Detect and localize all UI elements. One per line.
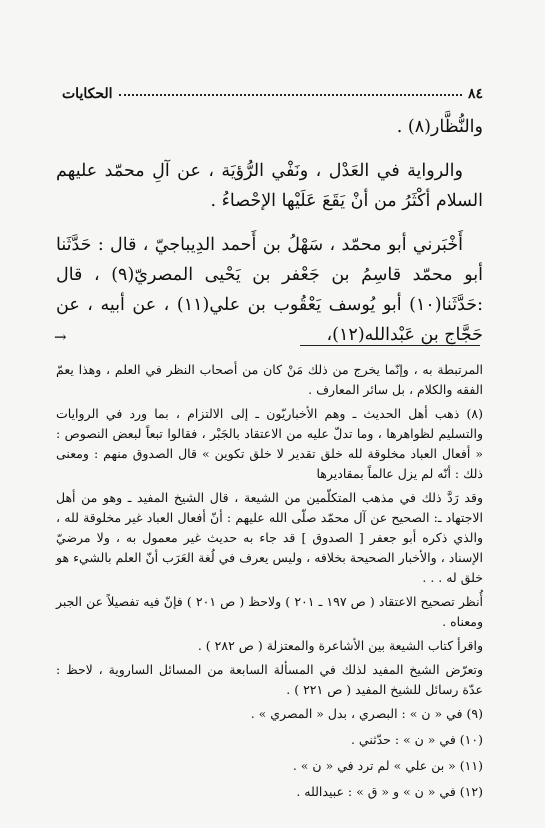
footnote-12: (١٢) في « ن » و « ق » : عبيدالله . xyxy=(296,784,483,799)
footnote-continuation: المرتبطة به ، وإنّما يخرج من ذلك مَنْ كان من أصحاب النظر في العلم ، وهذا يعمّ الفقه والكلام ، بل سائر المعارف . xyxy=(56,362,483,397)
paragraph-3: أَخْبَرني أبو محمّد ، سَهْلُ بن أَحمد الدِيباجيّ ، قال : حَدَّثَنا أبو محمّد قاسِمُ بن جَعْفر بن يَحْيى المصريّ(٩) ، قال :حَدَّثَنا(١٠) أبو يُوسف يَعْقُوب بن علي(١١) ، عن أبيه ، عن حَجَّاج بن عَبْدالله(١٢)، xyxy=(56,235,483,345)
main-text xyxy=(56,112,483,356)
footnote-8-part-c: أُنظر تصحيح الاعتقاد ( ص ١٩٧ ـ ٢٠١ ) ولاحظ ( ص ٢٠١ ) فإنّ فيه تفصيلاً عن الجبر ومعناه . xyxy=(56,594,484,629)
running-header xyxy=(62,82,483,106)
footnote-11: (١١) « بن علي » لم ترد في « ن » . xyxy=(292,758,483,773)
page-number: ٨٤ xyxy=(467,86,483,102)
continuation-arrow-icon: → xyxy=(54,328,67,346)
paragraph-1: والنُّظَّار(٨) . xyxy=(396,117,483,137)
footnotes xyxy=(56,360,483,808)
footnote-separator xyxy=(300,345,480,346)
paragraph-2: والرواية في العَدْل ، ونَفْي الرُّؤيَة ، عن آلِ محمّد عليهم السلام أكْثَرُ من أنْ يَقَعَ عَلَيْها الإحْصاءُ . xyxy=(56,161,483,211)
footnote-9: (٩) في « ن » : البصري ، بدل « المصري » . xyxy=(250,706,483,721)
footnote-10: (١٠) في « ن » : حدّثني . xyxy=(350,732,483,747)
footnote-8-part-b: وقد رَدَّ ذلك في مذهب المتكلّمين من الشيعة ، قال الشيخ المفيد ـ وهو من أهل الاجتهاد ـ: الصحيح عن آل محمّد صلّى الله عليهم : أنّ أفعال العباد غير مخلوقة لله ، والذي ذكره أبو جعفر [ الصدوق ] قد جاء به حديث غير معمول به ، ولا مرضيّ الإسناد ، والأخبار الصحيحة بخلافه ، وليس يعرف في لُغة العَرَب أنّ العلم بالشيء هو خلق له . . . xyxy=(56,490,483,585)
section-title: الحكايات xyxy=(62,86,113,102)
footnote-8-part-d: واقرأ كتاب الشيعة بين الأشاعرة والمعتزلة ( ص ٢٨٢ ) . xyxy=(197,638,483,653)
leader-dots xyxy=(119,94,462,96)
footnote-8-part-a: (٨) ذهب أهل الحديث ـ وهم الأخباريّون ـ إلى الالتزام ، بما ورد في الروايات والتسليم لظواهرها ، وما تدلّ عليه من الاعتقاد بالجَبْر ، فقالوا تبعاً لبعض النصوص : « أفعال العباد مخلوقة لله خلق تقدير لا خلق تكوين » قال الصدوق منهم : ومعنى ذلك : أنّه لم يزل عالماً بمقاديرها xyxy=(56,406,483,481)
footnote-8-part-e: وتعرّض الشيخ المفيد لذلك في المسألة السابعة من المسائل الساروية ، لاحظ : عدّة رسائل للشيخ المفيد ( ص ٢٢١ ) . xyxy=(56,662,483,697)
